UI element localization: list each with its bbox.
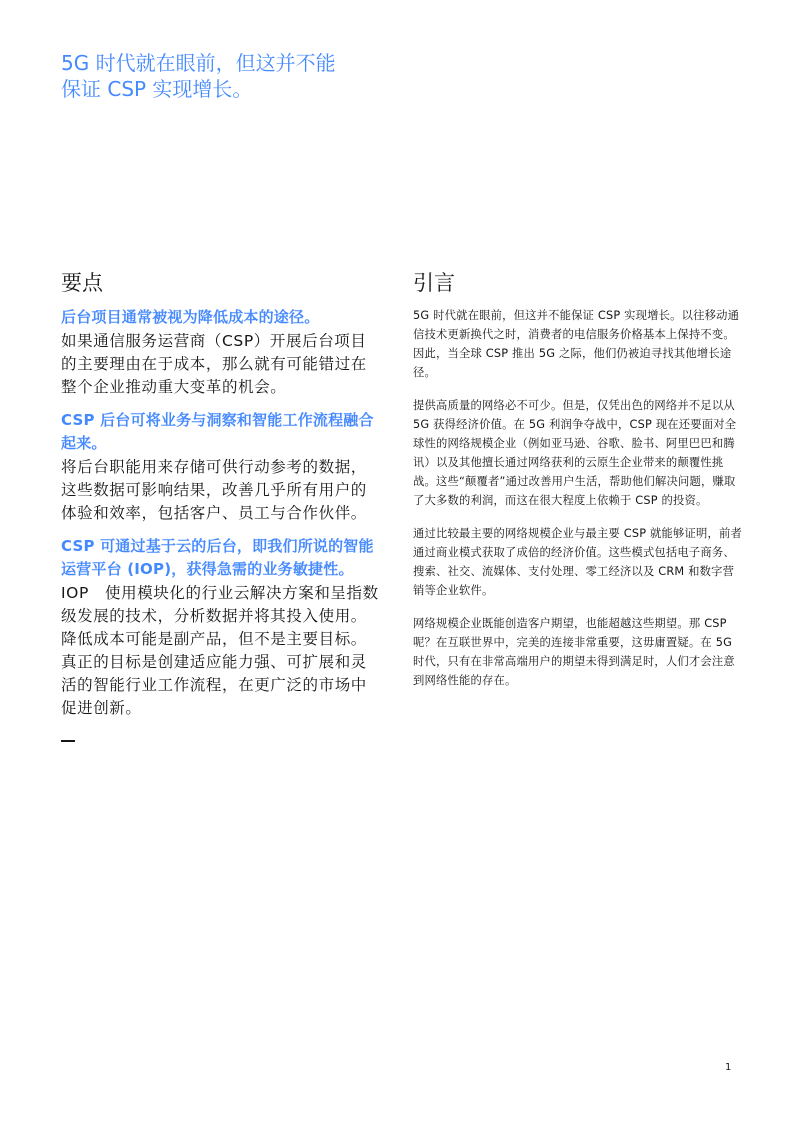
page-title-line-2: 保证 CSP 实现增长。 — [61, 77, 253, 101]
introduction-heading: 引言 — [413, 271, 455, 295]
key-point-headline-3: CSP 可通过基于云的后台，即我们所说的智能运营平台 (IOP)，获得急需的业务敏捷性。 — [61, 537, 374, 578]
section-end-dash — [61, 740, 75, 742]
introduction-paragraph-4: 网络规模企业既能创造客户期望，也能超越这些期望。那 CSP 呢？在互联世界中，完美的连接非常重要，这毋庸置疑。在 5G 时代，只有在非常高端用户的期望未得到满足时，人们才会注意到网络性能的存在。 — [413, 617, 735, 687]
key-point-body-2: 将后台职能用来存储可供行动参考的数据，这些数据可影响结果，改善几乎所有用户的体验和效率，包括客户、员工与合作伙伴。 — [61, 458, 367, 522]
page-title — [61, 50, 381, 102]
key-points-section — [61, 268, 381, 742]
key-point-headline-1: 后台项目通常被视为降低成本的途径。 — [61, 308, 320, 326]
page-number: 1 — [725, 1062, 732, 1073]
key-point-body-1: 如果通信服务运营商（CSP）开展后台项目的主要理由在于成本，那么就有可能错过在整个企业推动重大变革的机会。 — [61, 332, 367, 396]
introduction-paragraph-1: 5G 时代就在眼前，但这并不能保证 CSP 实现增长。以往移动通信技术更新换代之时，消费者的电信服务价格基本上保持不变。因此，当全球 CSP 推出 5G 之际，他们仍被迫寻找其他增长途径。 — [413, 309, 740, 379]
key-point-body-3: IOP 使用模块化的行业云解决方案和呈指数级发展的技术，分析数据并将其投入使用。降低成本可能是副产品，但不是主要目标。真正的目标是创建适应能力强、可扩展和灵活的智能行业工作流程，在更广泛的市场中促进创新。 — [61, 584, 379, 717]
introduction-paragraph-3: 通过比较最主要的网络规模企业与最主要 CSP 就能够证明，前者通过商业模式获取了成倍的经济价值。这些模式包括电子商务、搜索、社交、流媒体、支付处理、零工经济以及 CRM 和数字营销等企业软件。 — [413, 527, 742, 597]
page-title-line-1: 5G 时代就在眼前，但这并不能 — [61, 51, 336, 75]
introduction-paragraph-2: 提供高质量的网络必不可少。但是，仅凭出色的网络并不足以从 5G 获得经济价值。在 5G 利润争夺战中，CSP 现在还要面对全球性的网络规模企业（例如亚马逊、谷歌、脸书、阿里巴巴和腾讯）以及其他擅长通过网络获利的云原生企业带来的颠覆性挑战。这些“颠覆者”通过改善用户生活，帮助他们解决问题，赚取了大多数的利润，而这在很大程度上依赖于 CSP 的投资。 — [413, 399, 737, 507]
key-point-headline-2: CSP 后台可将业务与洞察和智能工作流程融合起来。 — [61, 411, 374, 452]
key-points-heading: 要点 — [61, 271, 103, 295]
introduction-section — [413, 268, 743, 704]
